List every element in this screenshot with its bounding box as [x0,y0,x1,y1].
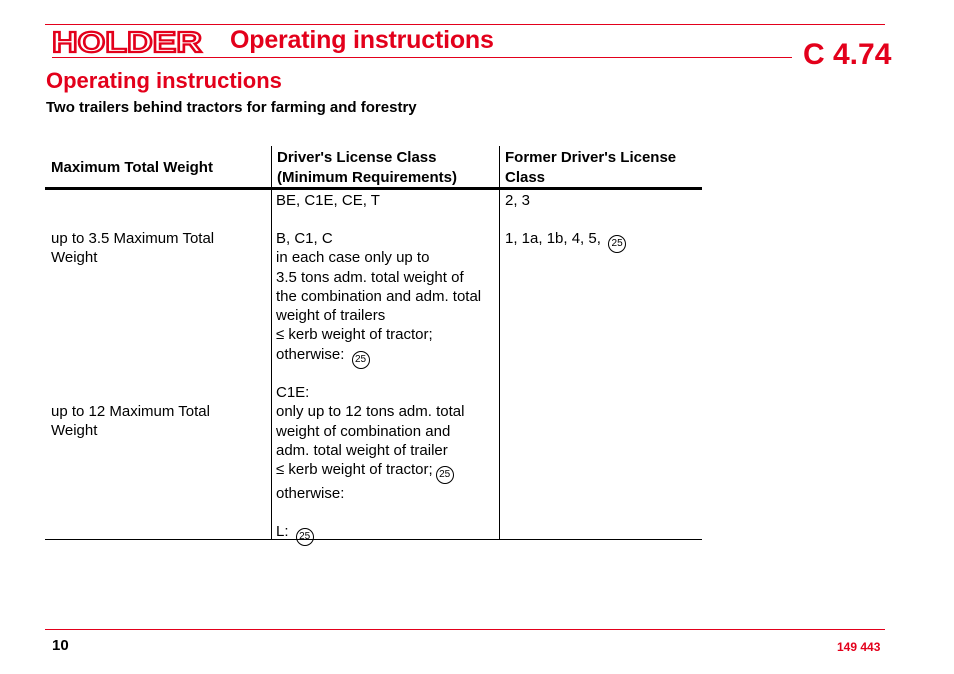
column-divider-1 [271,146,272,540]
row2-class-line7-text: otherwise: [276,345,345,363]
section-title: Operating instructions [46,68,282,93]
row3-class-line3: weight of combination and [276,422,451,440]
license-table [45,146,702,543]
page-number: 10 [52,637,69,654]
row1-former: 2, 3 [505,192,531,209]
note-ref-icon: 25 [436,466,454,484]
header-former-class-line1: Former Driver's License [505,149,677,166]
holder-logo [52,27,204,57]
row3-weight [51,402,210,441]
row3-class [276,383,464,546]
document-number: 149 443 [837,640,881,654]
row2-former-text: 1, 1a, 1b, 4, 5, [505,230,601,247]
row3-class-spacer [276,503,464,522]
row2-class-line6: ≤ kerb weight of tractor; [276,326,433,344]
note-ref-icon: 25 [352,351,370,369]
row1-class: BE, C1E, CE, T [276,192,380,209]
header-max-total-weight: Maximum Total Weight [51,159,213,176]
row2-class-line7 [276,345,481,369]
row2-class-line3: 3.5 tons adm. total weight of [276,268,464,286]
row2-class [276,229,481,369]
note-ref-icon: 25 [608,235,626,253]
row3-class-line4: adm. total weight of trailer [276,441,448,459]
header-title: Operating instructions [230,26,494,54]
header-top-rule [45,24,885,25]
row2-weight-line2: Weight [51,249,98,267]
row2-former [505,229,626,253]
row2-weight-line1: up to 3.5 Maximum Total [51,230,215,247]
row3-weight-line2: Weight [51,422,98,440]
row3-class-line5-text: ≤ kerb weight of tractor; [276,461,433,479]
column-divider-2 [499,146,500,540]
section-subtitle: Two trailers behind tractors for farming and forestry [46,99,417,116]
header-license-class-line1: Driver's License Class [277,149,437,166]
row3-class-line7-text: L: [276,523,289,541]
row3-class-line1: C1E: [276,384,310,401]
page-code: C 4.74 [803,38,892,71]
header-underline-rule [52,57,792,58]
header-former-class-line2: Class [505,169,546,186]
row2-class-line4: the combination and adm. total [276,287,482,305]
row3-class-line5 [276,460,464,484]
row2-class-line2: in each case only up to [276,249,430,267]
header-former-class [505,148,676,188]
row2-class-line5: weight of trailers [276,307,386,325]
header-license-class-line2: (Minimum Requirements) [277,169,458,186]
header-license-class [277,148,457,188]
row3-class-line7 [276,522,464,546]
row2-class-line1: B, C1, C [276,230,333,247]
note-ref-icon: 25 [296,528,314,546]
row3-class-line2: only up to 12 tons adm. total [276,403,465,421]
row3-weight-line1: up to 12 Maximum Total [51,403,210,420]
row2-weight [51,229,214,268]
svg-text:HOLDER: HOLDER [52,27,203,57]
row3-class-line6: otherwise: [276,485,345,503]
footer-rule [45,629,885,630]
